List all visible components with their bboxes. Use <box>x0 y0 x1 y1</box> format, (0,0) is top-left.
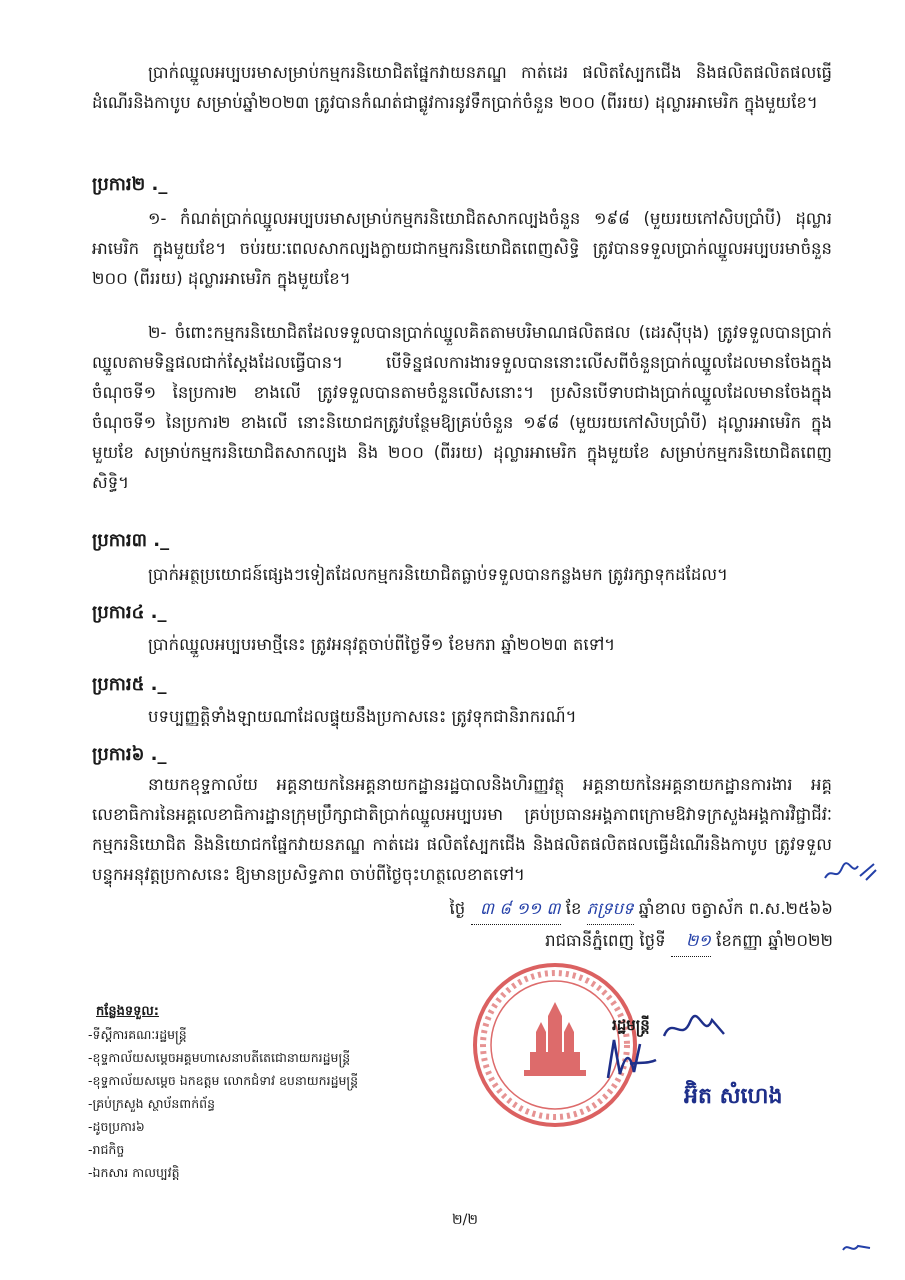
corner-initial-mark <box>840 1238 876 1258</box>
intro-paragraph: ប្រាក់ឈ្នួលអប្បបរមាសម្រាប់កម្មករនិយោជិតផ្នែកវាយនភណ្ឌ កាត់ដេរ ផលិតស្បែកជើង និងផលិតផលិតផលធ្វើដំណើរនិងកាបូប សម្រាប់ឆ្នាំ២០២៣ ត្រូវបានកំណត់ជាផ្លូវការនូវទឹកប្រាក់ចំនួន ២០០ (ពីររយ) ដុល្លារអាមេរិក ក្នុងមួយខែ។ <box>92 63 832 112</box>
article-3-text: ប្រាក់អត្ថប្រយោជន៍ផ្សេងៗទៀតដែលកម្មករនិយោជិតធ្លាប់ទទួលបានកន្លងមក ត្រូវរក្សាទុកដដែល។ <box>148 565 728 584</box>
signer-title: រដ្ឋមន្ត្រី <box>612 1016 650 1034</box>
article-2-point-1: ១- កំណត់ប្រាក់ឈ្នួលអប្បបរមាសម្រាប់កម្មករនិយោជិតសាកល្បងចំនួន ១៩៨ (មួយរយកៅសិបប្រាំបី) ដុល្លារអាមេរិក ក្នុងមួយខែ។ ចប់រយៈពេលសាកល្បងក្លាយជាកម្មករនិយោជិតពេញសិទ្ធិ ត្រូវបានទទួលប្រាក់ឈ្នួលអប្បបរមាចំនួន ២០០ (ពីររយ) ដុល្លារអាមេរិក ក្នុងមួយខែ។ <box>92 209 832 288</box>
article-4-text: ប្រាក់ឈ្នួលអប្បបរមាថ្មីនេះ ត្រូវអនុវត្តចាប់ពីថ្ងៃទី១ ខែមករា ឆ្នាំ២០២៣ តទៅ។ <box>148 635 616 654</box>
lunar-date-line: ថ្ងៃ ៣ ៨ ១១ ៣ ខែ ភទ្របទ ឆ្នាំខាល ចត្វាស័ក ព.ស.២៥៦៦ <box>450 894 833 925</box>
recipient-item: -រាជកិច្ច <box>88 1142 125 1157</box>
article-2-point-2: ២- ចំពោះកម្មករនិយោជិតដែលទទួលបានប្រាក់ឈ្នួលគិតតាមបរិមាណផលិតផល (ដេរស៊ីបុង) ត្រូវទទួលបានប្រាក់ឈ្នួលតាមទិន្នផលជាក់ស្តែងដែលធ្វើបាន។ បើទិន្នផលការងារទទួលបាននោះលើសពីចំនួនប្រាក់ឈ្នួលដែលមានចែងក្នុងចំណុចទី១ នៃប្រការ២ ខាងលើ ត្រូវទទួលបានតាមចំនួនលើសនោះ។ ប្រសិនបើទាបជាងប្រាក់ឈ្នួលដែលមានចែងក្នុងចំណុចទី១ នៃប្រការ២ ខាងលើ នោះនិយោជកត្រូវបន្ថែមឱ្យគ្រប់ចំនួន ១៩៨ (មួយរយកៅសិបប្រាំបី) ដុល្លារអាមេរិក ក្នុងមួយខែ សម្រាប់កម្មករនិយោជិតសាកល្បង និង ២០០ (ពីររយ) ដុល្លារអាមេរិក ក្នុងមួយខែ សម្រាប់កម្មករនិយោជិតពេញសិទ្ធិ។ <box>92 323 832 492</box>
article-6-heading: ប្រការ៦ ._ <box>92 744 167 765</box>
recipients-list <box>88 1000 358 1184</box>
recipient-item: -គ្រប់ក្រសួង ស្ថាប័នពាក់ព័ន្ធ <box>88 1096 216 1111</box>
lunar-month-handwritten: ភទ្របទ <box>587 894 634 925</box>
article-5-heading: ប្រការ៥ ._ <box>92 674 167 695</box>
recipient-item: -ខុទ្ទកាល័យសម្តេច ឯកឧត្តម លោកជំទាវ ឧបនាយករដ្ឋមន្ត្រី <box>88 1073 359 1088</box>
recipients-heading: កន្លែងទទួល: <box>96 1004 159 1019</box>
initial-mark <box>822 858 878 886</box>
recipient-item: -ខុទ្ទកាល័យសម្តេចអគ្គមហាសេនាបតីតេជោនាយករដ្ឋមន្ត្រី <box>88 1050 351 1065</box>
lunar-day-handwritten: ៣ ៨ ១១ ៣ <box>471 894 561 925</box>
recipient-item: -ដូចប្រការ៦ <box>88 1119 145 1134</box>
title-signature-scribble <box>660 1012 730 1046</box>
handwritten-signature <box>600 1034 660 1082</box>
article-6-text: នាយកខុទ្ទកាល័យ អគ្គនាយកនៃអគ្គនាយកដ្ឋានរដ្ឋបាលនិងហិរញ្ញវត្ថុ អគ្គនាយកនៃអគ្គនាយកដ្ឋានការងារ អគ្គលេខាធិការនៃអគ្គលេខាធិការដ្ឋានក្រុមប្រឹក្សាជាតិប្រាក់ឈ្នួលអប្បបរមា គ្រប់ប្រធានអង្គភាពក្រោមឱវាទក្រសួងអង្គការវិជ្ជាជីវៈ កម្មករនិយោជិត និងនិយោជកផ្នែកវាយនភណ្ឌ កាត់ដេរ ផលិតស្បែកជើង និងផលិតផលិតផលធ្វើដំណើរនិងកាបូប ត្រូវទទួលបន្ទុកអនុវត្តប្រកាសនេះ ឱ្យមានប្រសិទ្ធភាព ចាប់ពីថ្ងៃចុះហត្ថលេខាតទៅ។ <box>92 775 832 884</box>
article-4-heading: ប្រការ៤ ._ <box>92 602 167 623</box>
recipient-item: -ឯកសារ កាលប្បវត្តិ <box>88 1165 180 1180</box>
article-5-text: បទប្បញ្ញត្តិទាំងឡាយណាដែលផ្ទុយនឹងប្រកាសនេះ ត្រូវទុកជានិរាករណ៍។ <box>148 707 577 726</box>
page-number: ២/២ <box>452 1212 478 1228</box>
solar-day-handwritten: ២១ <box>671 926 711 957</box>
article-2-heading: ប្រការ២ ._ <box>92 174 168 195</box>
recipient-item: -ទីស្តីការគណៈរដ្ឋមន្ត្រី <box>88 1027 187 1042</box>
article-3-heading: ប្រការ៣ ._ <box>92 530 170 551</box>
solar-date-line: រាជធានីភ្នំពេញ ថ្ងៃទី ២១ ខែកញ្ញា ឆ្នាំ២០២២ <box>545 926 833 957</box>
signer-name: អ៊ិត សំហេង <box>684 1084 783 1109</box>
